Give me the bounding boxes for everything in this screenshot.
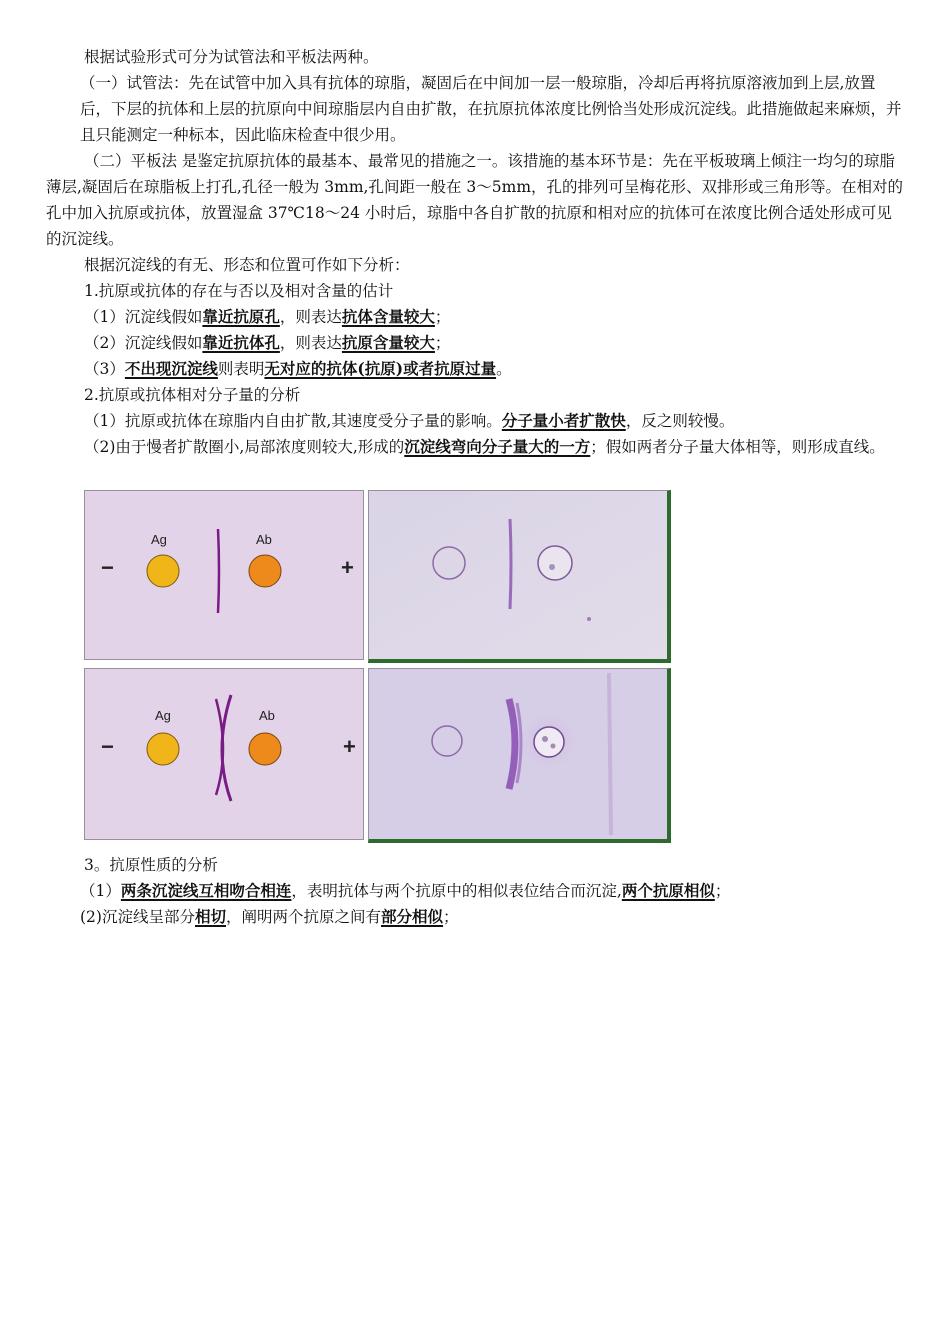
highlight: 靠近抗原孔 — [202, 307, 280, 326]
ag-label: Ag — [151, 532, 167, 547]
highlight: 分子量小者扩散快 — [501, 411, 626, 430]
highlight: 抗体含量较大 — [341, 307, 435, 326]
antibody-well-photo — [534, 727, 564, 757]
precipitin-line-photo — [510, 519, 511, 609]
precipitin-line-right — [222, 695, 231, 801]
intro-paragraph: 根据试验形式可分为试管法和平板法两种。 — [84, 48, 379, 66]
gel-photo-curved — [368, 668, 671, 843]
section1-item1: （1）沉淀线假如靠近抗原孔，则表达抗体含量较大； — [84, 307, 451, 326]
section1-title: 1.抗原或抗体的存在与否以及相对含量的估计 — [84, 282, 394, 300]
section1-item3: （3）不出现沉淀线则表明无对应的抗体(抗原)或者抗原过量。 — [84, 359, 512, 378]
ag-well — [147, 733, 179, 765]
ag-well — [147, 555, 179, 587]
highlight: 无对应的抗体(抗原)或者抗原过量 — [264, 359, 497, 378]
schematic-straight-svg — [85, 491, 363, 659]
section1-item2: （2）沉淀线假如靠近抗体孔，则表达抗原含量较大； — [84, 333, 451, 352]
plate-method-paragraph: （二）平板法 是鉴定抗原抗体的最基本、最常见的措施之一。该措施的基本环节是：先在平板玻璃上倾注一均匀的琼脂薄层,凝固后在琼脂板上打孔,孔径一般为 3mm,孔间距一般在 3～5mm，孔的排列可呈梅花形、双排形或三角形等。在相对的孔中加入抗原或抗体，放置湿盒 37℃18～24 小时后，琼脂中各自扩散的抗原和相对应的抗体可在浓度比例合适处形成可见的沉淀线。 — [46, 152, 904, 248]
highlight: 部分相似 — [381, 907, 444, 926]
minus-sign: − — [101, 555, 114, 580]
schematic-curved-svg — [85, 669, 363, 839]
plus-sign: + — [343, 734, 356, 759]
gel-photo-straight-svg — [369, 491, 667, 659]
section3-item2: (2)沉淀线呈部分相切，阐明两个抗原之间有部分相似； — [80, 907, 459, 926]
highlight: 靠近抗体孔 — [202, 333, 280, 352]
section3-title: 3。抗原性质的分析 — [84, 856, 218, 874]
document-body — [46, 44, 904, 460]
highlight: 不出现沉淀线 — [124, 359, 218, 378]
antibody-well-photo — [538, 546, 572, 580]
section2-item2: （2)由于慢者扩散圈小,局部浓度则较大,形成的沉淀线弯向分子量大的一方；假如两者分子量大体相等，则形成直线。 — [84, 437, 885, 456]
ag-label: Ag — [155, 708, 171, 723]
diffusion-figure — [84, 490, 674, 842]
ab-well — [249, 733, 281, 765]
highlight: 相切 — [194, 907, 226, 926]
ab-well — [249, 555, 281, 587]
section2-title: 2.抗原或抗体相对分子量的分析 — [84, 386, 301, 404]
section3 — [46, 852, 904, 930]
ab-label: Ab — [259, 708, 275, 723]
highlight: 沉淀线弯向分子量大的一方 — [404, 437, 591, 456]
plus-sign: + — [341, 555, 354, 580]
highlight: 抗原含量较大 — [341, 333, 435, 352]
schematic-straight-line — [84, 490, 364, 660]
section3-item1: （1）两条沉淀线互相吻合相连，表明抗体与两个抗原中的相似表位结合而沉淀,两个抗原相似； — [80, 881, 731, 900]
schematic-curved-line — [84, 668, 364, 840]
minus-sign: − — [101, 734, 114, 759]
highlight: 两条沉淀线互相吻合相连 — [120, 881, 292, 900]
tube-method-paragraph: （一）试管法：先在试管中加入具有抗体的琼脂，凝固后在中间加一层一般琼脂，冷却后再将抗原溶液加到上层,放置后，下层的抗体和上层的抗原向中间琼脂层内自由扩散，在抗原抗体浓度比例恰当处形成沉淀线。此措施做起来麻烦，并且只能测定一种标本，因此临床检查中很少用。 — [80, 74, 902, 144]
highlight: 两个抗原相似 — [621, 881, 715, 900]
analysis-intro: 根据沉淀线的有无、形态和位置可作如下分析： — [84, 256, 410, 274]
section2-item1: （1）抗原或抗体在琼脂内自由扩散,其速度受分子量的影响。分子量小者扩散快，反之则较慢。 — [84, 411, 735, 430]
gel-photo-straight — [368, 490, 671, 663]
ab-label: Ab — [256, 532, 272, 547]
precipitin-line — [218, 529, 219, 613]
gel-photo-curved-svg — [369, 669, 667, 839]
